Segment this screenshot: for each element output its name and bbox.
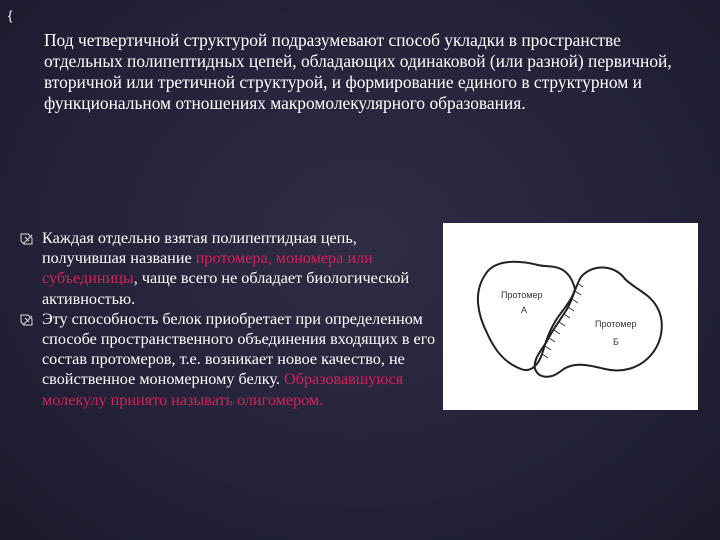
protomer-a-label: Протомер [501, 290, 543, 300]
contact-zone-hatching [542, 283, 583, 358]
protomer-b-letter: Б [613, 337, 619, 347]
bullet-2-highlight: Образовавшуюся молекулу принято называть олигомером. [42, 370, 404, 409]
bullet-item-1 [20, 228, 440, 309]
bullet-marker-icon [20, 313, 34, 327]
bullet-1-text-end: , чаще всего не обладает биологической активностью. [42, 269, 410, 308]
bullet-1-highlight: протомера, мономера или субъединицы [42, 249, 373, 288]
bullet-item-2 [20, 309, 440, 410]
protomer-a-shape [478, 262, 575, 370]
protomer-diagram [443, 223, 698, 410]
bullet-marker-icon [20, 232, 34, 246]
corner-brace: { [8, 8, 14, 23]
bullet-1-text: Каждая отдельно взятая полипептидная цепь, получившая название [42, 229, 357, 268]
oligomer-figure [443, 223, 698, 410]
protomer-b-label: Протомер [595, 319, 637, 329]
bullet-list [20, 228, 440, 410]
bullet-2-text: Эту способность белок приобретает при определенном способе пространственного объединения входящих в его состав протомеров, т.е. возникает новое качество, не свойственное мономерному белку. [42, 309, 436, 389]
protomer-a-letter: А [521, 305, 528, 315]
intro-paragraph: Под четвертичной структурой подразумевают способ укладки в пространстве отдельных полипептидных цепей, обладающих одинаковой (или разной) первичной, вторичной или третичной структурой, и формирование единого в структурном и функциональном отношениях макромолекулярного образования. [44, 30, 672, 113]
